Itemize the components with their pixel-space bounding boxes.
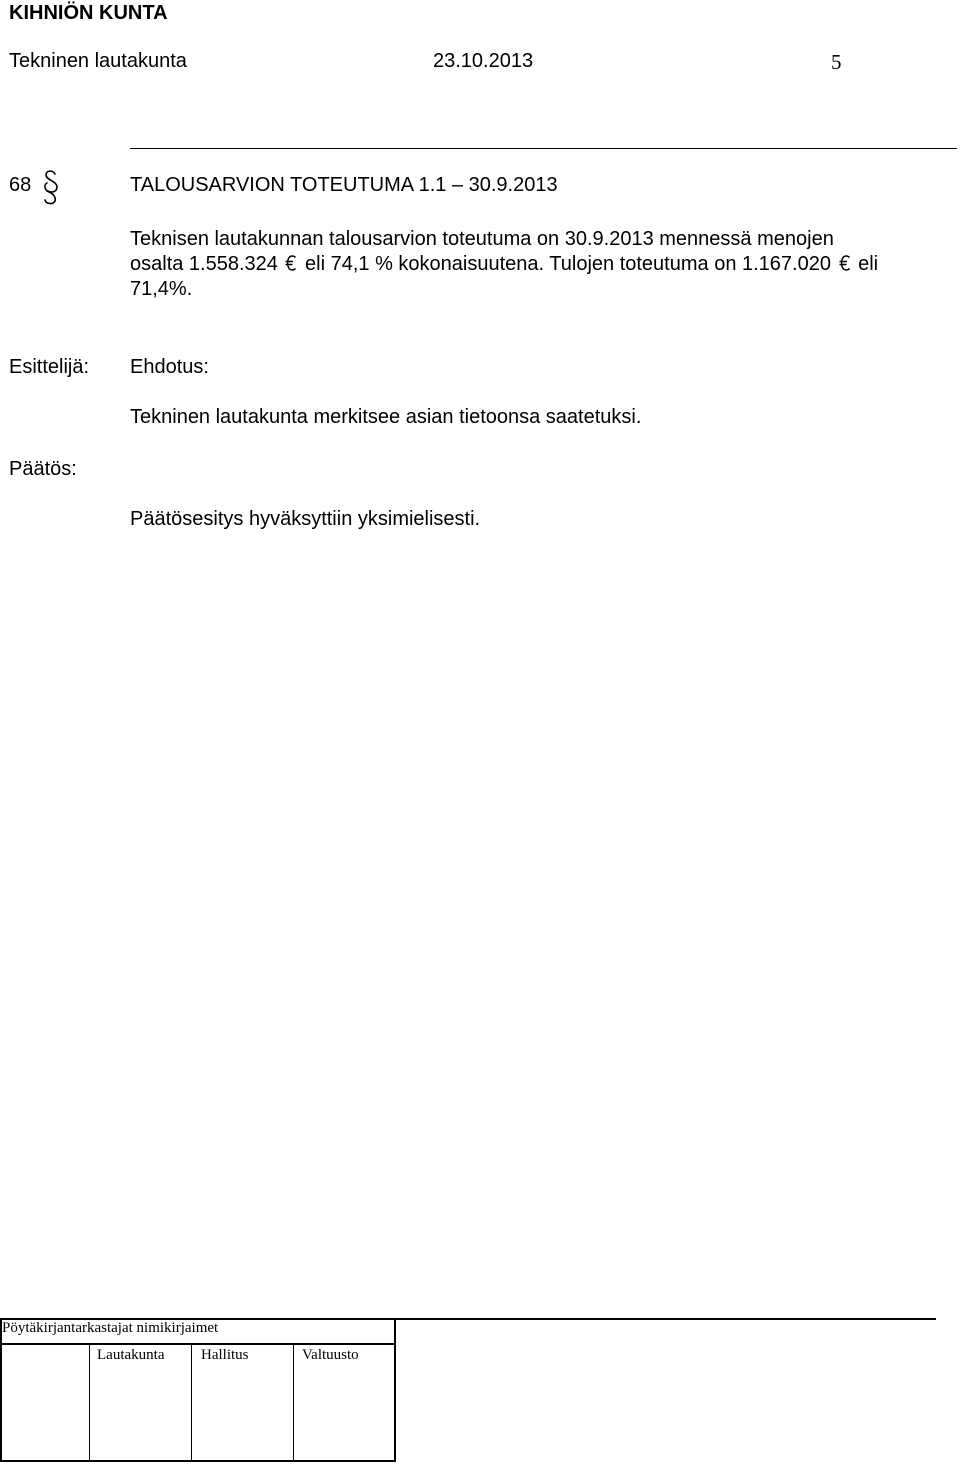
proposal-label: Ehdotus: [130, 356, 209, 378]
initials-column-hallitus: Hallitus [201, 1347, 249, 1363]
initials-table [0, 1319, 396, 1462]
body-line: 71,4%. [130, 278, 193, 300]
meeting-date: 23.10.2013 [433, 50, 534, 72]
initials-column-lautakunta: Lautakunta [97, 1347, 165, 1363]
organization-name: KIHNIÖN KUNTA [9, 2, 168, 24]
page-number: 5 [831, 50, 842, 74]
section-number: 68 [9, 174, 32, 196]
euro-icon [839, 255, 851, 271]
table-cell-border [89, 1344, 90, 1461]
euro-icon [285, 255, 297, 271]
presenter-label: Esittelijä: [9, 356, 90, 378]
header-divider [130, 148, 957, 149]
body-text-segment: eli [858, 253, 879, 275]
initials-column-valtuusto: Valtuusto [302, 1347, 359, 1363]
body-text-segment: osalta 1.558.324 [130, 253, 278, 275]
table-cell-border [191, 1344, 192, 1461]
body-text-segment: eli 74,1 % kokonaisuutena. Tulojen toteutuma on 1.167.020 [305, 253, 831, 275]
committee-name: Tekninen lautakunta [9, 50, 187, 72]
table-border [0, 1319, 2, 1462]
body-line: Teknisen lautakunnan talousarvion toteutuma on 30.9.2013 mennessä menojen [130, 228, 834, 250]
table-border [0, 1460, 396, 1462]
decision-text: Päätösesitys hyväksyttiin yksimielisesti. [130, 508, 481, 530]
table-cell-border [293, 1344, 294, 1461]
initials-caption: Pöytäkirjantarkastajat nimikirjaimet [2, 1320, 219, 1336]
table-border [394, 1319, 396, 1462]
body-paragraph [130, 227, 960, 302]
decision-label: Päätös: [9, 458, 77, 480]
body-line [130, 252, 960, 277]
section-sign-icon [40, 168, 62, 206]
section-title: TALOUSARVION TOTEUTUMA 1.1 – 30.9.2013 [130, 174, 558, 196]
proposal-text: Tekninen lautakunta merkitsee asian tietoonsa saatetuksi. [130, 406, 642, 428]
table-border [0, 1343, 396, 1345]
